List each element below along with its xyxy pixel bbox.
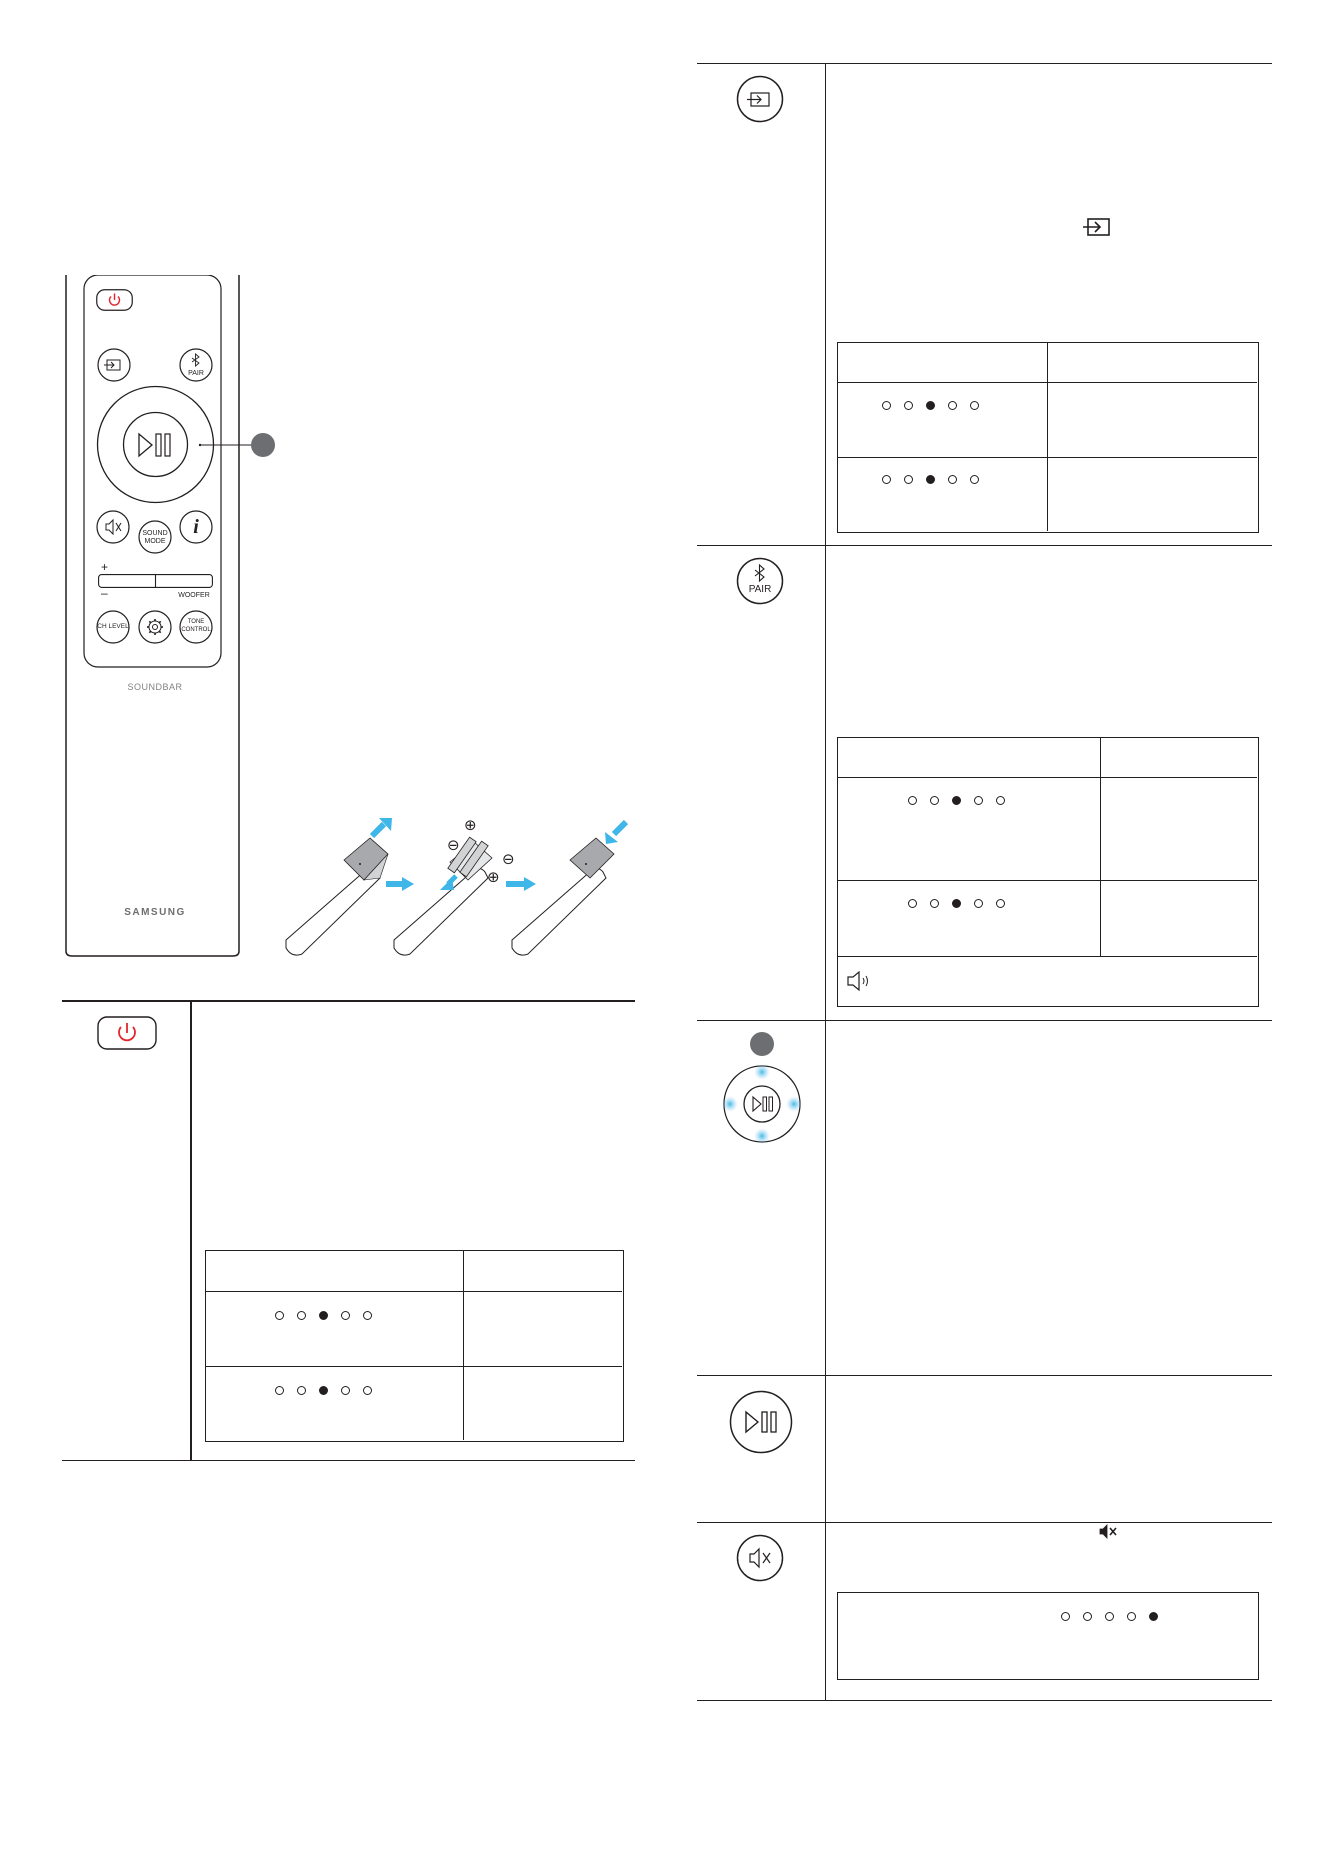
indicator-led — [275, 1386, 284, 1395]
pair-indicator-row-1 — [908, 796, 1005, 805]
power-button-icon — [97, 1016, 157, 1050]
bluetooth-pair-icon — [736, 557, 784, 605]
remote-navigation-ring[interactable] — [96, 385, 215, 504]
play-pause-icon — [729, 1390, 793, 1454]
indicator-led-on — [926, 475, 935, 484]
indicator-led — [974, 899, 983, 908]
indicator-led — [363, 1386, 372, 1395]
battery-plus-symbol-bottom: ⊕ — [487, 869, 500, 886]
indicator-led — [882, 401, 891, 410]
power-section-top-rule — [62, 1000, 635, 1002]
mute-section-bottom-rule — [697, 1700, 1272, 1701]
pair-indicator-row-2 — [908, 899, 1005, 908]
remote-ch-level-button[interactable] — [96, 610, 130, 644]
indicator-led — [974, 796, 983, 805]
remote-back-step-1 — [286, 838, 388, 955]
indicator-led — [275, 1311, 284, 1320]
indicator-led — [996, 796, 1005, 805]
speaker-sound-icon — [846, 969, 878, 993]
indicator-led — [908, 899, 917, 908]
pair-indicator-table — [837, 737, 1259, 1007]
power-section-bottom-rule — [62, 1460, 635, 1461]
mute-indicator-row — [1061, 1612, 1158, 1621]
remote-tone-control-button[interactable] — [179, 610, 213, 644]
power-indicator-table — [205, 1250, 624, 1442]
remote-info-button[interactable] — [179, 510, 213, 544]
info-label: i — [193, 516, 199, 538]
pair-section-top-rule — [697, 545, 1272, 546]
indicator-led-on — [926, 401, 935, 410]
remote-back-step-2 — [394, 837, 492, 955]
soundbar-label: SOUNDBAR — [127, 682, 183, 692]
indicator-led-on — [319, 1311, 328, 1320]
indicator-led — [930, 899, 939, 908]
callout-number-marker — [750, 1032, 774, 1056]
indicator-led — [341, 1386, 350, 1395]
indicator-led — [1127, 1612, 1136, 1621]
tone-control-label-1: TONE — [187, 619, 205, 625]
navigation-ring-icon — [722, 1064, 802, 1144]
right-column-divider — [825, 63, 826, 1700]
pair-icon-label: PAIR — [748, 584, 772, 595]
battery-minus-symbol-left: ⊖ — [447, 837, 460, 854]
callout-pointer — [200, 432, 276, 458]
minus-label: – — [101, 586, 108, 600]
playpause-section-top-rule — [697, 1375, 1272, 1376]
indicator-led — [948, 475, 957, 484]
indicator-led — [996, 899, 1005, 908]
brand-logo: SAMSUNG — [124, 907, 186, 918]
source-indicator-row-2 — [882, 475, 979, 484]
indicator-led — [930, 796, 939, 805]
mute-indicator-table — [837, 1592, 1259, 1680]
tone-control-label-2: CONTROL — [181, 627, 211, 633]
remote-settings-button[interactable] — [138, 610, 172, 644]
battery-plus-symbol-top: ⊕ — [464, 817, 477, 834]
source-icon — [736, 75, 784, 123]
power-indicator-row-1 — [275, 1311, 372, 1320]
mute-section-top-rule — [697, 1522, 1272, 1523]
remote-sound-mode-button[interactable] — [138, 520, 172, 554]
source-indicator-table — [837, 342, 1259, 533]
indicator-led — [904, 401, 913, 410]
indicator-led-on — [319, 1386, 328, 1395]
indicator-led — [297, 1386, 306, 1395]
power-indicator-row-2 — [275, 1386, 372, 1395]
indicator-led — [908, 796, 917, 805]
indicator-led — [1083, 1612, 1092, 1621]
indicator-led — [970, 475, 979, 484]
power-section-divider — [190, 1000, 192, 1460]
woofer-label: WOOFER — [178, 592, 210, 599]
source-indicator-row-1 — [882, 401, 979, 410]
indicator-led — [948, 401, 957, 410]
mute-inline-icon — [1098, 1522, 1120, 1542]
indicator-led — [1061, 1612, 1070, 1621]
indicator-led-on — [952, 796, 961, 805]
indicator-led — [970, 401, 979, 410]
indicator-led — [297, 1311, 306, 1320]
remote-power-button[interactable] — [96, 289, 133, 311]
source-inline-icon — [1082, 215, 1112, 239]
ch-level-label: CH LEVEL — [97, 623, 129, 630]
battery-minus-symbol-right: ⊖ — [502, 851, 515, 868]
battery-installation-illustration — [280, 818, 664, 956]
sound-mode-label-2: MODE — [144, 538, 166, 545]
mute-icon — [736, 1534, 784, 1582]
sound-mode-label-1: SOUND — [142, 530, 168, 537]
remote-bluetooth-pair-button[interactable] — [179, 348, 213, 382]
source-section-top-rule — [697, 63, 1272, 64]
indicator-led — [882, 475, 891, 484]
remote-mute-button[interactable] — [96, 510, 130, 544]
nav-section-top-rule — [697, 1020, 1272, 1021]
indicator-led — [363, 1311, 372, 1320]
plus-label: + — [101, 560, 109, 574]
indicator-led — [341, 1311, 350, 1320]
remote-back-step-3 — [512, 838, 614, 955]
remote-woofer-rocker[interactable] — [98, 574, 213, 588]
indicator-led-on — [1149, 1612, 1158, 1621]
remote-source-button[interactable] — [97, 348, 131, 382]
indicator-led — [1105, 1612, 1114, 1621]
indicator-led-on — [952, 899, 961, 908]
pair-label: PAIR — [188, 370, 204, 377]
indicator-led — [904, 475, 913, 484]
